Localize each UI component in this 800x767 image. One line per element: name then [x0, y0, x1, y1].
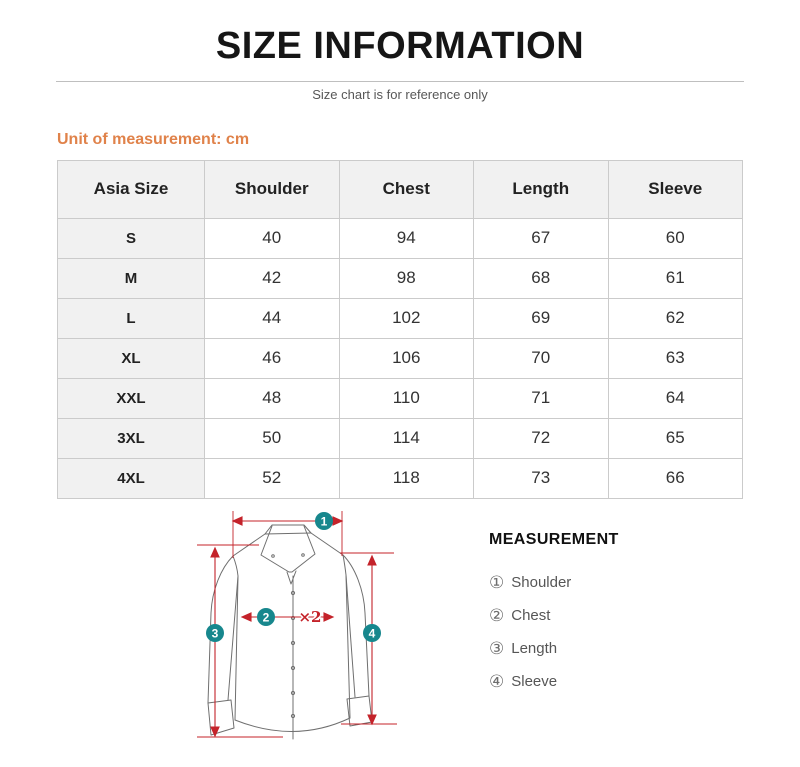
- cell-value: 52: [205, 458, 340, 498]
- cell-value: 98: [339, 258, 474, 298]
- row-size-label: 4XL: [58, 458, 205, 498]
- cell-value: 62: [608, 298, 743, 338]
- cell-value: 50: [205, 418, 340, 458]
- cell-value: 63: [608, 338, 743, 378]
- cell-value: 60: [608, 218, 743, 258]
- cell-value: 40: [205, 218, 340, 258]
- cell-value: 110: [339, 378, 474, 418]
- cell-value: 42: [205, 258, 340, 298]
- badge-length: [206, 624, 224, 642]
- table-row: [58, 418, 743, 458]
- legend-heading: MEASUREMENT: [489, 531, 619, 548]
- unit-of-measurement-note: Unit of measurement: cm: [57, 130, 250, 148]
- circled-number-icon: ④: [489, 672, 505, 692]
- cell-value: 106: [339, 338, 474, 378]
- legend-item-label: Shoulder: [511, 574, 572, 591]
- cell-value: 66: [608, 458, 743, 498]
- cell-value: 72: [474, 418, 609, 458]
- legend-item-chest: [489, 608, 749, 624]
- row-size-label: XL: [58, 338, 205, 378]
- cell-value: 114: [339, 418, 474, 458]
- legend-item-label: Chest: [511, 607, 551, 624]
- column-header-asia-size: Asia Size: [58, 160, 205, 218]
- table-row: [58, 458, 743, 498]
- cell-value: 67: [474, 218, 609, 258]
- svg-text:4: 4: [368, 626, 376, 641]
- shirt-measurement-diagram: [183, 498, 413, 760]
- svg-text:3: 3: [211, 626, 219, 641]
- legend-item-label: Sleeve: [511, 673, 558, 690]
- cell-value: 64: [608, 378, 743, 418]
- badge-chest: [257, 608, 275, 626]
- cell-value: 61: [608, 258, 743, 298]
- table-row: [58, 258, 743, 298]
- cell-value: 73: [474, 458, 609, 498]
- circled-number-icon: ③: [489, 639, 505, 659]
- legend-item-label: Length: [511, 640, 558, 657]
- table-row: [58, 298, 743, 338]
- cell-value: 71: [474, 378, 609, 418]
- page-title: SIZE INFORMATION: [215, 25, 585, 67]
- size-table-header-row: [58, 160, 743, 218]
- cell-value: 68: [474, 258, 609, 298]
- circled-number-icon: ①: [489, 573, 505, 593]
- chest-multiplier-label: ×2: [298, 608, 322, 626]
- cell-value: 94: [339, 218, 474, 258]
- row-size-label: XXL: [58, 378, 205, 418]
- column-header: Sleeve: [608, 160, 743, 218]
- measurement-legend: [489, 531, 749, 707]
- row-size-label: L: [58, 298, 205, 338]
- legend-item-shoulder: [489, 575, 749, 591]
- cell-value: 46: [205, 338, 340, 378]
- legend-list: [489, 575, 749, 690]
- cell-value: 118: [339, 458, 474, 498]
- svg-text:1: 1: [320, 514, 328, 529]
- row-size-label: M: [58, 258, 205, 298]
- cell-value: 70: [474, 338, 609, 378]
- size-table: [57, 160, 743, 499]
- cell-value: 65: [608, 418, 743, 458]
- legend-item-sleeve: [489, 674, 749, 690]
- svg-text:2: 2: [262, 610, 270, 625]
- row-size-label: 3XL: [58, 418, 205, 458]
- row-size-label: S: [58, 218, 205, 258]
- table-row: [58, 218, 743, 258]
- column-header: Shoulder: [205, 160, 340, 218]
- cell-value: 102: [339, 298, 474, 338]
- cell-value: 48: [205, 378, 340, 418]
- page-subtitle: Size chart is for reference only: [312, 86, 488, 102]
- badge-shoulder: [315, 512, 333, 530]
- table-row: [58, 378, 743, 418]
- column-header: Chest: [339, 160, 474, 218]
- circled-number-icon: ②: [489, 606, 505, 626]
- title-divider: [56, 81, 744, 82]
- badge-sleeve: [363, 624, 381, 642]
- table-row: [58, 338, 743, 378]
- size-table-body: [58, 218, 743, 498]
- legend-item-length: [489, 641, 749, 657]
- cell-value: 44: [205, 298, 340, 338]
- cell-value: 69: [474, 298, 609, 338]
- measure-guide-lines: [197, 511, 397, 737]
- column-header: Length: [474, 160, 609, 218]
